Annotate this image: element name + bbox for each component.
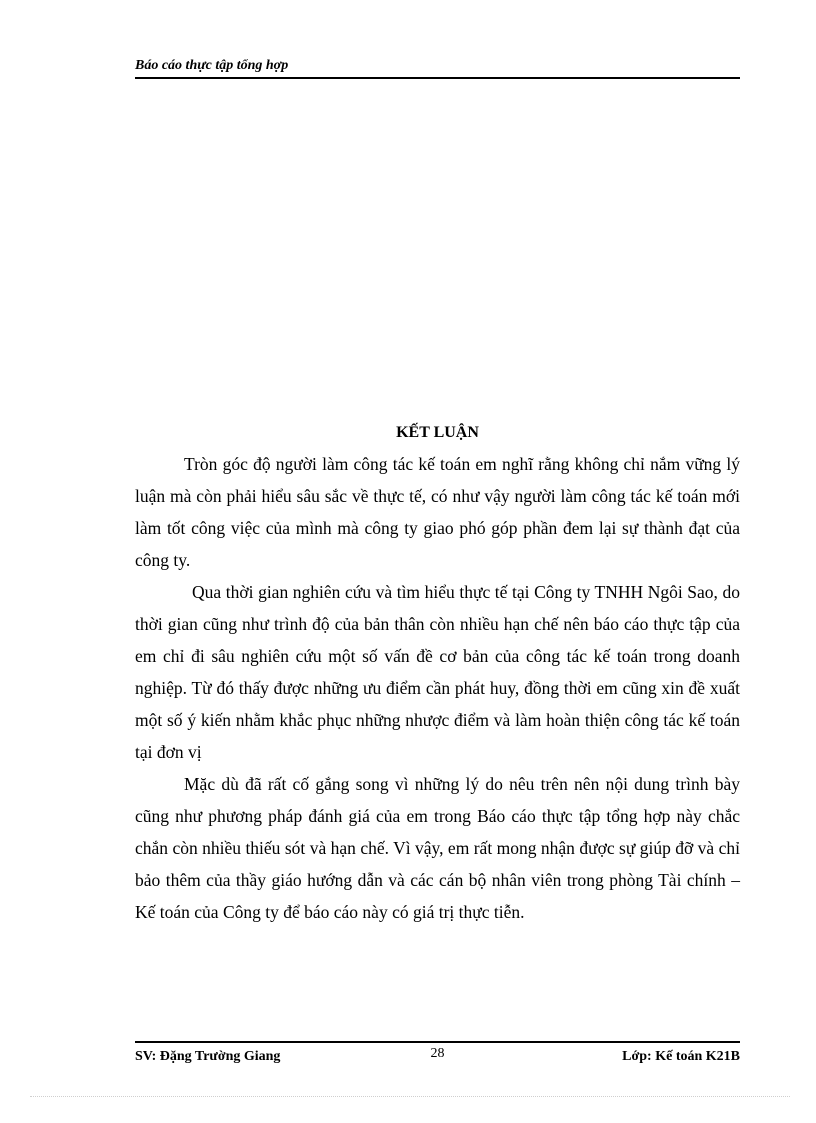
header-title: Báo cáo thực tập tổng hợp [135,58,289,73]
footer-class: Lớp: Kế toán K21B [622,1049,740,1064]
page-number: 28 [430,1046,445,1061]
footer-student-name: SV: Đặng Trường Giang [135,1049,281,1064]
section-heading: KẾT LUẬN [396,424,479,441]
paragraph-2: Qua thời gian nghiên cứu và tìm hiểu thực tế tại Công ty TNHH Ngôi Sao, do thời gian cũng như trình độ của bản thân còn nhiều hạn chế nên báo cáo thực tập của em chỉ đi sâu nghiên cứu một số vấn đề cơ bản của công tác kế toán trong doanh nghiệp. Từ đó thấy được những ưu điểm cần phát huy, đồng thời em cũng xin đề xuất một số ý kiến nhằm khắc phục những nhược điểm và làm hoàn thiện công tác kế toán tại đơn vị [135,582,740,762]
paragraph-1: Tròn góc độ người làm công tác kế toán em nghĩ rằng không chỉ nắm vững lý luận mà còn phải hiểu sâu sắc về thực tế, có như vậy người làm công tác kế toán mới làm tốt công việc của mình mà công ty giao phó góp phần đem lại sự thành đạt của công ty. [135,454,740,570]
main-content [135,424,740,928]
bottom-dotted-divider [30,1096,790,1097]
page-footer [135,1041,740,1069]
page-header [135,58,740,79]
paragraph-3: Mặc dù đã rất cố gắng song vì những lý do nêu trên nên nội dung trình bày cũng như phương pháp đánh giá của em trong Báo cáo thực tập tổng hợp này chắc chắn còn nhiều thiếu sót và hạn chế. Vì vậy, em rất mong nhận được sự giúp đỡ và chỉ bảo thêm của thầy giáo hướng dẫn và các cán bộ nhân viên trong phòng Tài chính – Kế toán của Công ty để báo cáo này có giá trị thực tiễn. [135,774,740,922]
